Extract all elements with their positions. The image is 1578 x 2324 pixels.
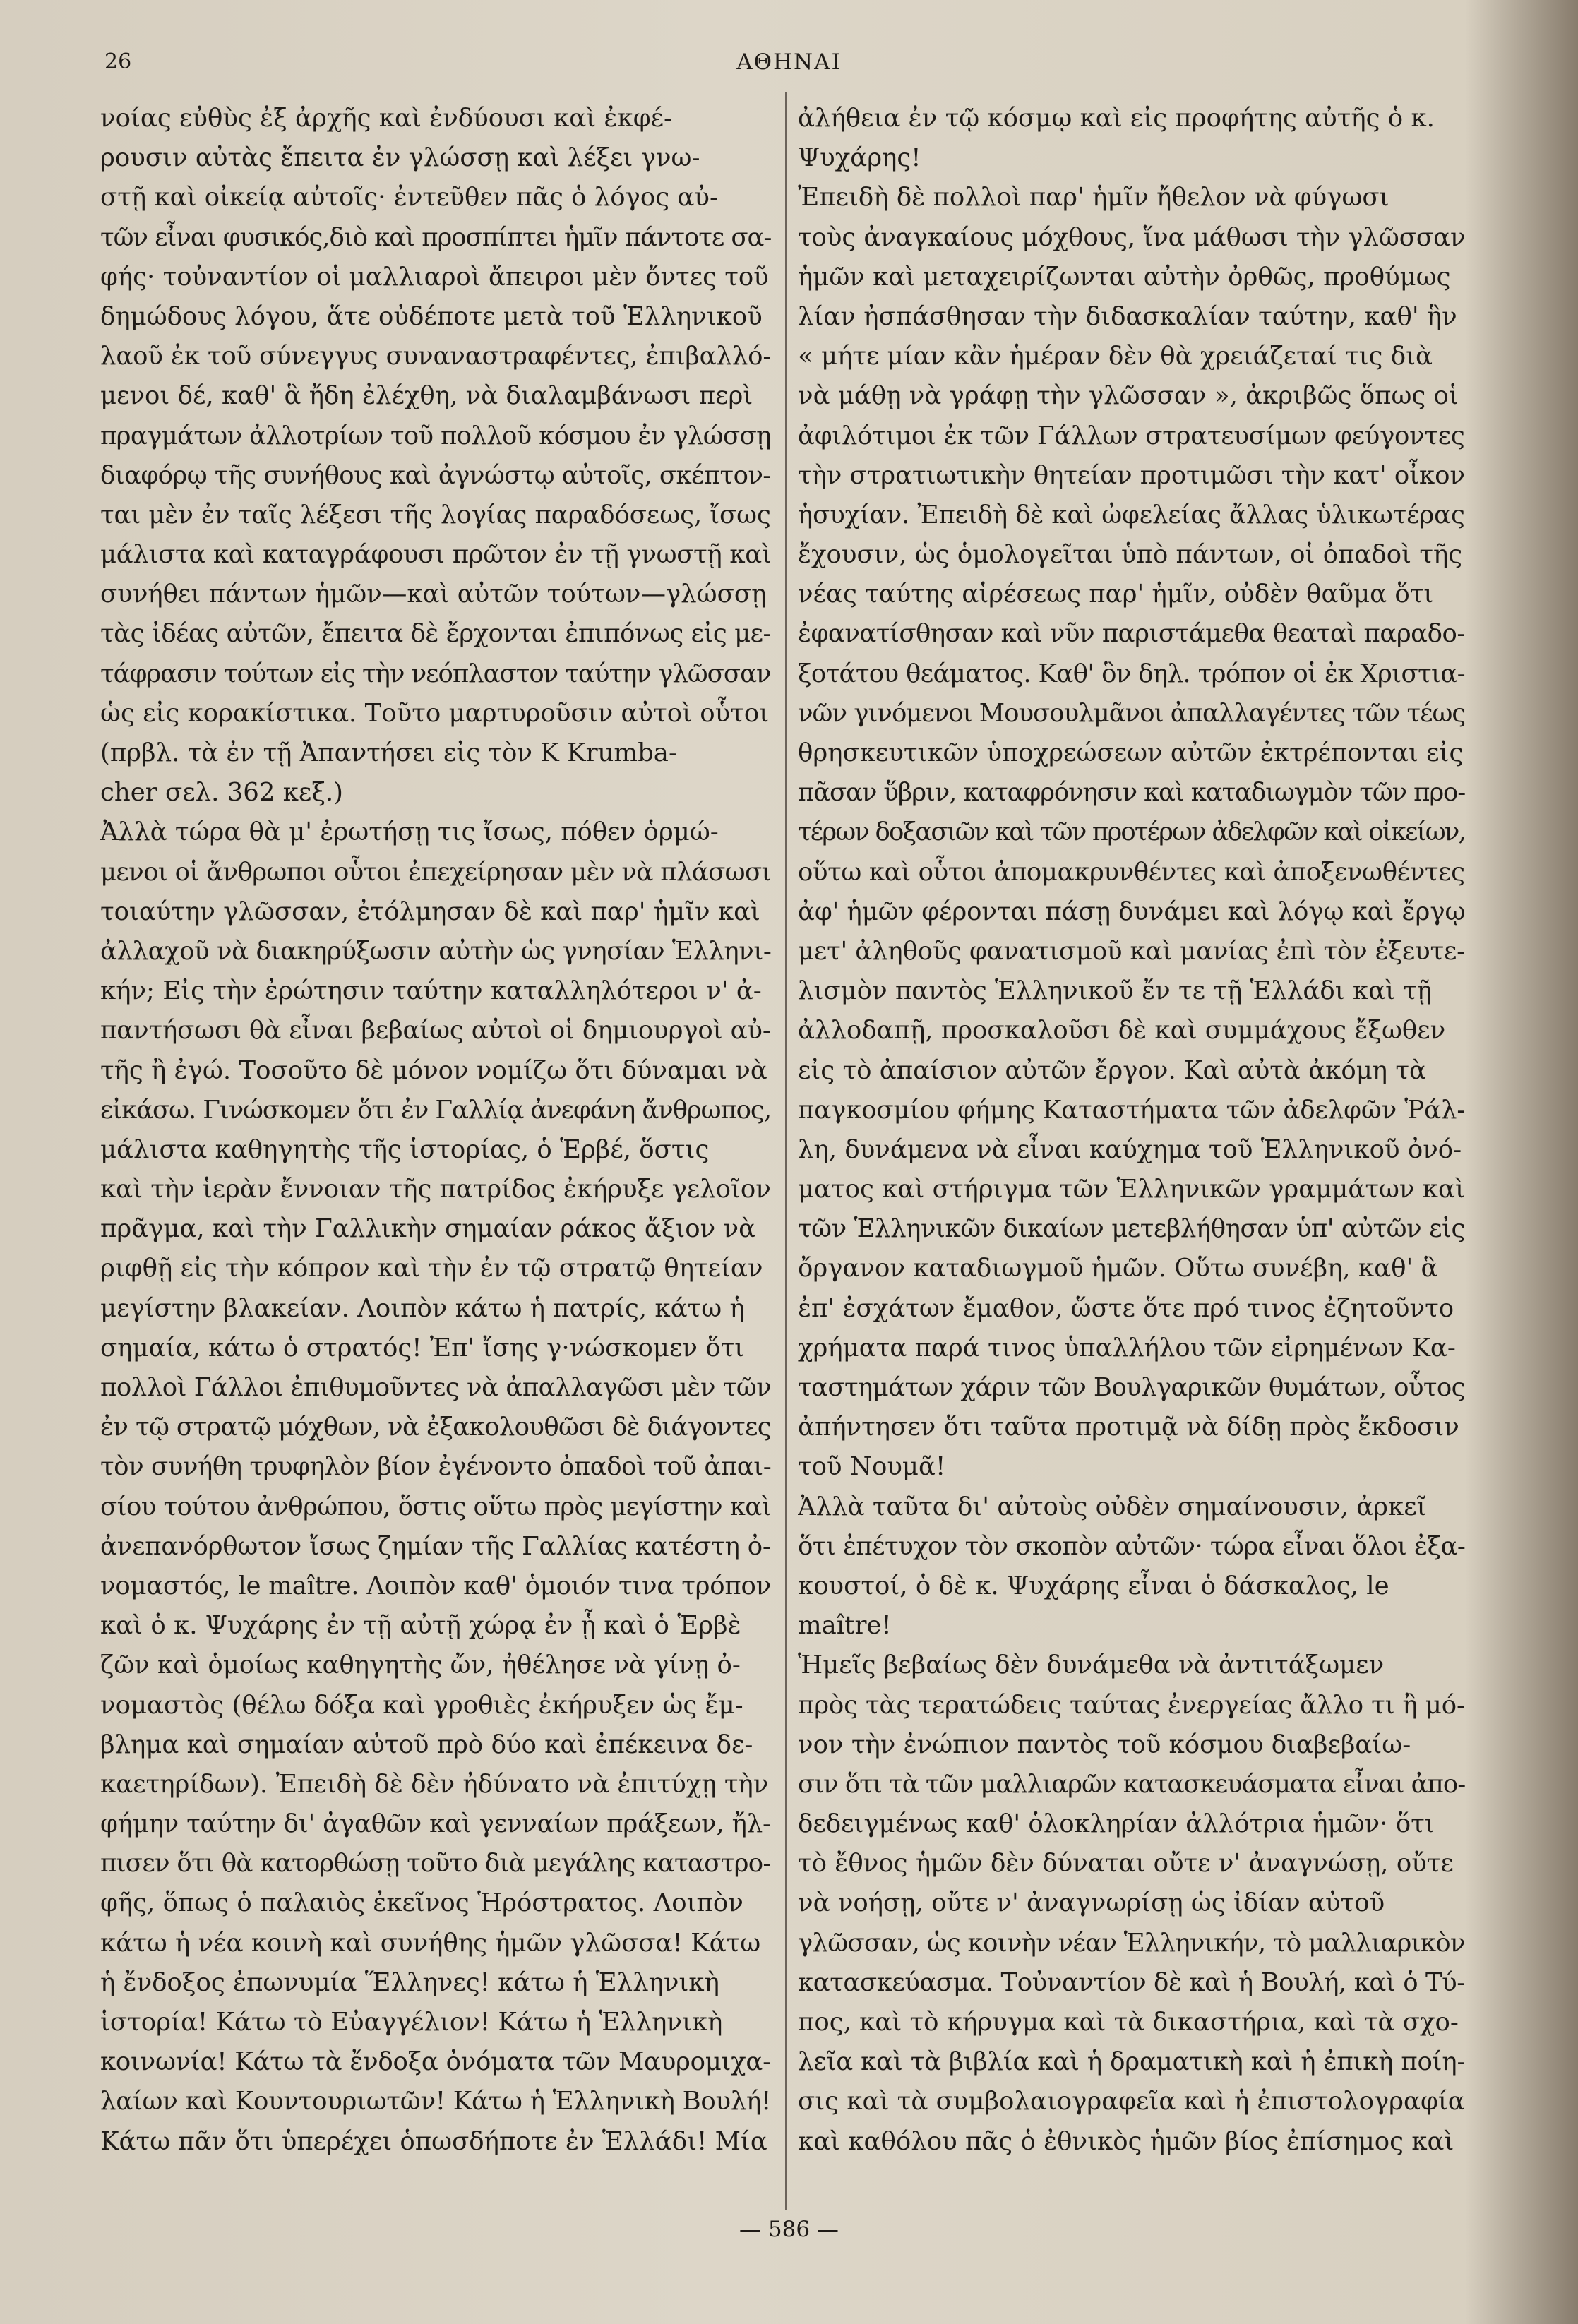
text-line: πολλοὶ Γάλλοι ἐπιθυμοῦντες νὰ ἀπαλλαγῶσι μὲν τῶν <box>100 1373 771 1402</box>
text-line: βλημα καὶ σημαίαν αὐτοῦ πρὸ δύο καὶ ἐπέκεινα δε- <box>100 1730 753 1759</box>
text-line: καὶ καθόλου πᾶς ὁ ἐθνικὸς ἡμῶν βίος ἐπίσημος καὶ <box>798 2126 1454 2156</box>
text-line: σίου τούτου ἀνθρώπου, ὅστις οὕτω πρὸς μεγίστην καὶ <box>100 1492 771 1521</box>
text-column-left <box>100 99 771 2162</box>
column-divider <box>785 92 787 2210</box>
text-line: λαοῦ ἐκ τοῦ σύνεγγυς συναναστραφέντες, ἐπιβαλλό- <box>100 342 771 371</box>
text-line: εἰς τὸ ἀπαίσιον αὐτῶν ἔργον. Καὶ αὐτὰ ἀκόμη τὰ <box>798 1055 1426 1085</box>
text-line: νὰ νοήσῃ, οὔτε ν' ἀναγνωρίσῃ ὡς ἰδίαν αὐτοῦ <box>798 1888 1385 1918</box>
text-line: νον τὴν ἐνώπιον παντὸς τοῦ κόσμου διαβεβαίω- <box>798 1730 1411 1759</box>
text-line: τάφρασιν τούτων εἰς τὴν νεόπλαστον ταύτην γλῶσσαν <box>100 659 771 688</box>
text-line: ἀπήντησεν ὅτι ταῦτα προτιμᾷ νὰ δίδῃ πρὸς ἔκδοσιν <box>798 1413 1459 1442</box>
text-line: λισμὸν παντὸς Ἑλληνικοῦ ἔν τε τῇ Ἑλλάδι καὶ τῇ <box>798 976 1433 1006</box>
text-line: νοίας εὐθὺς ἐξ ἀρχῆς καὶ ἐνδύουσι καὶ ἐκφέ- <box>100 104 672 133</box>
text-line: παγκοσμίου φήμης Καταστήματα τῶν ἀδελφῶν Ῥάλ- <box>798 1095 1465 1125</box>
text-line: ἔχουσιν, ὡς ὁμολογεῖται ὑπὸ πάντων, οἱ ὀπαδοὶ τῆς <box>798 540 1463 570</box>
text-line: σις καὶ τὰ συμβολαιογραφεῖα καὶ ἡ ἐπιστολογραφία <box>798 2087 1465 2116</box>
text-line: μενοι δέ, καθ' ἃ ἤδη ἐλέχθη, νὰ διαλαμβάνωσι περὶ <box>100 381 753 411</box>
text-line: πισεν ὅτι θὰ κατορθώσῃ τοῦτο διὰ μεγάλης καταστρο- <box>100 1849 771 1879</box>
text-line: μετ' ἀληθοῦς φανατισμοῦ καὶ μανίας ἐπὶ τὸν ἐξευτε- <box>798 936 1465 966</box>
text-line: διαφόρῳ τῆς συνήθους καὶ ἀγνώστῳ αὐτοῖς, σκέπτον- <box>100 460 771 490</box>
text-line: εἰκάσω. Γινώσκομεν ὅτι ἐν Γαλλίᾳ ἀνεφάνη ἄνθρωπος, <box>100 1095 771 1125</box>
text-line: κοινωνία! Κάτω τὰ ἔνδοξα ὀνόματα τῶν Μαυρομιχα- <box>100 2047 771 2077</box>
text-line: Κάτω πᾶν ὅτι ὑπερέχει ὁπωσδήποτε ἐν Ἑλλάδι! Μία <box>100 2126 767 2156</box>
text-line: ἐπ' ἐσχάτων ἔμαθον, ὥστε ὅτε πρό τινος ἐζητοῦντο <box>798 1293 1454 1323</box>
text-line: ἡμῶν καὶ μεταχειρίζωνται αὐτὴν ὀρθῶς, προθύμως <box>798 262 1451 292</box>
text-line: ἐν τῷ στρατῷ μόχθων, νὰ ἐξακολουθῶσι δὲ διάγοντες <box>100 1413 771 1442</box>
text-line: λη, δυνάμενα νὰ εἶναι καύχημα τοῦ Ἑλληνικοῦ ὀνό- <box>798 1134 1462 1164</box>
text-line: κήν; Εἰς τὴν ἐρώτησιν ταύτην καταλληλότεροι ν' ἀ- <box>100 976 762 1006</box>
text-line: χρήματα παρά τινος ὑπαλλήλου τῶν εἰρημένων Κα- <box>798 1333 1456 1362</box>
page-edge-shadow <box>1465 0 1578 2324</box>
page-number: 26 <box>104 49 132 74</box>
text-line: νομαστὸς (θέλω δόξα καὶ γροθιὲς ἐκήρυξεν ὡς ἔμ- <box>100 1690 743 1720</box>
text-line: τοὺς ἀναγκαίους μόχθους, ἵνα μάθωσι τὴν γλῶσσαν <box>798 222 1465 252</box>
text-line: δεδειγμένως καθ' ὁλοκληρίαν ἀλλότρια ἡμῶν· ὅτι <box>798 1809 1435 1839</box>
text-line: τῶν εἶναι φυσικός,διὸ καὶ προσπίπτει ἡμῖν πάντοτε σα- <box>100 222 771 252</box>
text-line: τῶν Ἑλληνικῶν δικαίων μετεβλήθησαν ὑπ' αὐτῶν εἰς <box>798 1214 1465 1244</box>
text-line: ἀφιλότιμοι ἐκ τῶν Γάλλων στρατευσίμων φεύγοντες <box>798 421 1465 450</box>
text-line: πᾶσαν ὕβριν, καταφρόνησιν καὶ καταδιωγμὸν τῶν προ- <box>798 778 1465 808</box>
text-line: μάλιστα καθηγητὴς τῆς ἱστορίας, ὁ Ἑρβέ, ὅστις <box>100 1134 710 1164</box>
text-line: γλῶσσαν, ὡς κοινὴν νέαν Ἑλληνικήν, τὸ μαλλιαρικὸν <box>798 1928 1465 1958</box>
text-line: μενοι οἱ ἄνθρωποι οὗτοι ἐπεχείρησαν μὲν νὰ πλάσωσι <box>100 857 771 887</box>
text-line: cher σελ. 362 κεξ.) <box>100 778 344 808</box>
text-line: καετηρίδων). Ἐπειδὴ δὲ δὲν ἠδύνατο νὰ ἐπιτύχῃ τὴν <box>100 1769 769 1799</box>
text-line: ὡς εἰς κορακίστικα. Τοῦτο μαρτυροῦσιν αὐτοὶ οὗτοι <box>100 698 770 728</box>
text-line: καὶ τὴν ἱερὰν ἔννοιαν τῆς πατρίδος ἐκήρυξε γελοῖον <box>100 1175 771 1204</box>
text-line: ματος καὶ στήριγμα τῶν Ἑλληνικῶν γραμμάτων καὶ <box>798 1175 1465 1204</box>
text-line: παντήσωσι θὰ εἶναι βεβαίως αὐτοὶ οἱ δημιουργοὶ αὐ- <box>100 1016 771 1046</box>
text-line: φῆς, ὅπως ὁ παλαιὸς ἐκεῖνος Ἡρόστρατος. Λοιπὸν <box>100 1888 743 1918</box>
text-line: τοιαύτην γλῶσσαν, ἐτόλμησαν δὲ καὶ παρ' ἡμῖν καὶ <box>100 897 760 926</box>
text-column-right <box>798 99 1465 2162</box>
text-line: σιν ὅτι τὰ τῶν μαλλιαρῶν κατασκευάσματα εἶναι ἀπο- <box>798 1769 1465 1799</box>
text-line: τὸ ἔθνος ἡμῶν δὲν δύναται οὔτε ν' ἀναγνώσῃ, οὔτε <box>798 1849 1454 1879</box>
text-line: Ψυχάρης! <box>798 143 921 173</box>
text-line: ἀλλοδαπῇ, προσκαλοῦσι δὲ καὶ συμμάχους ἔξωθεν <box>798 1016 1446 1046</box>
text-line: συνήθει πάντων ἡμῶν—καὶ αὐτῶν τούτων—γλώσσῃ <box>100 580 767 609</box>
text-line: ταστημάτων χάριν τῶν Βουλγαρικῶν θυμάτων, οὗτος <box>798 1373 1465 1402</box>
text-line: τὴν στρατιωτικὴν θητείαν προτιμῶσι τὴν κατ' οἶκον <box>798 460 1465 490</box>
text-line: καὶ ὁ κ. Ψυχάρης ἐν τῇ αὐτῇ χώρᾳ ἐν ᾗ καὶ ὁ Ἑρβὲ <box>100 1611 741 1641</box>
text-line: νομαστός, le maître. Λοιπὸν καθ' ὁμοιόν τινα τρόπον <box>100 1571 771 1600</box>
text-line: Ἡμεῖς βεβαίως δὲν δυνάμεθα νὰ ἀντιτάξωμεν <box>798 1651 1385 1680</box>
text-line: τοῦ Νουμᾶ! <box>798 1452 946 1482</box>
text-line: Ἐπειδὴ δὲ πολλοὶ παρ' ἡμῖν ἤθελον νὰ φύγωσι <box>798 183 1389 212</box>
text-line: ται μὲν ἐν ταῖς λέξεσι τῆς λογίας παραδόσεως, ἴσως <box>100 500 771 529</box>
text-line: ἀφ' ἡμῶν φέρονται πάσῃ δυνάμει καὶ λόγῳ καὶ ἔργῳ <box>798 897 1465 926</box>
text-line: λίαν ἠσπάσθησαν τὴν διδασκαλίαν ταύτην, καθ' ἣν <box>798 301 1457 331</box>
running-title: ΑΘΗΝΑΙ <box>736 49 842 75</box>
text-line: φής· τοὐναντίον οἱ μαλλιαροὶ ἄπειροι μὲν ὄντες τοῦ <box>100 262 769 292</box>
text-line: νέας ταύτης αἱρέσεως παρ' ἡμῖν, οὐδὲν θαῦμα ὅτι <box>798 580 1434 609</box>
text-line: νὰ μάθῃ νὰ γράφῃ τὴν γλῶσσαν », ἀκριβῶς ὅπως οἱ <box>798 381 1459 411</box>
text-line: ζῶν καὶ ὁμοίως καθηγητὴς ὤν, ἠθέλησε νὰ γίνῃ ὀ- <box>100 1651 741 1680</box>
text-line: μάλιστα καὶ καταγράφουσι πρῶτον ἐν τῇ γνωστῇ καὶ <box>100 540 771 570</box>
text-line: ριφθῇ εἰς τὴν κόπρον καὶ τὴν ἐν τῷ στρατῷ θητείαν <box>100 1254 763 1283</box>
text-line: μεγίστην βλακείαν. Λοιπὸν κάτω ἡ πατρίς, κάτω ἡ <box>100 1293 745 1323</box>
text-line: ἱστορία! Κάτω τὸ Εὐαγγέλιον! Κάτω ἡ Ἑλληνικὴ <box>100 2008 723 2037</box>
text-line: θρησκευτικῶν ὑποχρεώσεων αὐτῶν ἐκτρέπονται εἰς <box>798 738 1464 767</box>
text-line: τὰς ἰδέας αὐτῶν, ἔπειτα δὲ ἔρχονται ἐπιπόνως εἰς με- <box>100 619 771 649</box>
text-line: (πρβλ. τὰ ἐν τῇ Ἀπαντήσει εἰς τὸν Κ Krumba- <box>100 738 677 767</box>
text-line: νῶν γινόμενοι Μουσουλμᾶνοι ἀπαλλαγέντες τῶν τέως <box>798 698 1465 728</box>
text-line: δημώδους λόγου, ἅτε οὐδέποτε μετὰ τοῦ Ἑλληνικοῦ <box>100 301 763 331</box>
text-line: λαίων καὶ Κουντουριωτῶν! Κάτω ἡ Ἑλληνικὴ Βουλή! <box>100 2087 771 2116</box>
text-line: ὅτι ἐπέτυχον τὸν σκοπὸν αὐτῶν· τώρα εἶναι ὅλοι ἐξα- <box>798 1531 1465 1561</box>
text-line: πραγμάτων ἀλλοτρίων τοῦ πολλοῦ κόσμου ἐν γλώσσῃ <box>100 421 771 450</box>
text-line: ξοτάτου θεάματος. Καθ' ὃν δηλ. τρόπον οἱ ἐκ Χριστια- <box>798 659 1465 688</box>
footer-page-number: — 586 — <box>739 2217 839 2242</box>
text-line: maître! <box>798 1611 892 1641</box>
text-line: οὕτω καὶ οὗτοι ἀπομακρυνθέντες καὶ ἀποξενωθέντες <box>798 857 1465 887</box>
text-line: στῇ καὶ οἰκείᾳ αὐτοῖς· ἐντεῦθεν πᾶς ὁ λόγος αὐ- <box>100 183 718 212</box>
text-line: ἡσυχίαν. Ἐπειδὴ δὲ καὶ ὠφελείας ἄλλας ὑλικωτέρας <box>798 500 1465 529</box>
text-line: κουστοί, ὁ δὲ κ. Ψυχάρης εἶναι ὁ δάσκαλος, le <box>798 1571 1389 1600</box>
text-line: ρουσιν αὐτὰς ἔπειτα ἐν γλώσσῃ καὶ λέξει γνω- <box>100 143 700 173</box>
text-line: τέρων δοξασιῶν καὶ τῶν προτέρων ἀδελφῶν καὶ οἰκείων, <box>798 817 1465 847</box>
text-line: Ἀλλὰ τώρα θὰ μ' ἐρωτήσῃ τις ἴσως, πόθεν ὁρμώ- <box>100 817 719 847</box>
text-line: σημαία, κάτω ὁ στρατός! Ἐπ' ἴσης γ·νώσκομεν ὅτι <box>100 1333 745 1362</box>
text-line: πος, καὶ τὸ κήρυγμα καὶ τὰ δικαστήρια, καὶ τὰ σχο- <box>798 2008 1459 2037</box>
text-line: ἐφανατίσθησαν καὶ νῦν παριστάμεθα θεαταὶ παραδο- <box>798 619 1465 649</box>
text-line: πρᾶγμα, καὶ τὴν Γαλλικὴν σημαίαν ράκος ἄξιον νὰ <box>100 1214 756 1244</box>
text-line: τῆς ἢ ἐγώ. Τοσοῦτο δὲ μόνον νομίζω ὅτι δύναμαι νὰ <box>100 1055 767 1085</box>
text-line: ἀνεπανόρθωτον ἴσως ζημίαν τῆς Γαλλίας κατέστη ὀ- <box>100 1531 771 1561</box>
text-line: Ἀλλὰ ταῦτα δι' αὐτοὺς οὐδὲν σημαίνουσιν, ἀρκεῖ <box>798 1492 1427 1521</box>
text-line: φήμην ταύτην δι' ἀγαθῶν καὶ γενναίων πράξεων, ἤλ- <box>100 1809 771 1839</box>
text-line: ἀλλαχοῦ νὰ διακηρύξωσιν αὐτὴν ὡς γνησίαν Ἑλληνι- <box>100 936 771 966</box>
text-line: τὸν συνήθη τρυφηλὸν βίον ἐγένοντο ὀπαδοὶ τοῦ ἀπαι- <box>100 1452 771 1482</box>
text-line: « μήτε μίαν κἂν ἡμέραν δὲν θὰ χρειάζεταί τις διὰ <box>798 342 1433 371</box>
text-line: ἡ ἔνδοξος ἐπωνυμία Ἕλληνες! κάτω ἡ Ἑλληνικὴ <box>100 1967 719 1997</box>
text-line: ἀλήθεια ἐν τῷ κόσμῳ καὶ εἰς προφήτης αὐτῆς ὁ κ. <box>798 104 1435 133</box>
text-line: ὄργανον καταδιωγμοῦ ἡμῶν. Οὕτω συνέβη, καθ' ἃ <box>798 1254 1438 1283</box>
text-line: κάτω ἡ νέα κοινὴ καὶ συνήθης ἡμῶν γλῶσσα! Κάτω <box>100 1928 761 1958</box>
text-line: λεῖα καὶ τὰ βιβλία καὶ ἡ δραματικὴ καὶ ἡ ἐπικὴ ποίη- <box>798 2047 1465 2077</box>
text-line: πρὸς τὰς τερατώδεις ταύτας ἐνεργείας ἄλλο τι ἢ μό- <box>798 1690 1465 1720</box>
text-line: κατασκεύασμα. Τοὐναντίον δὲ καὶ ἡ Βουλή, καὶ ὁ Τύ- <box>798 1967 1465 1997</box>
